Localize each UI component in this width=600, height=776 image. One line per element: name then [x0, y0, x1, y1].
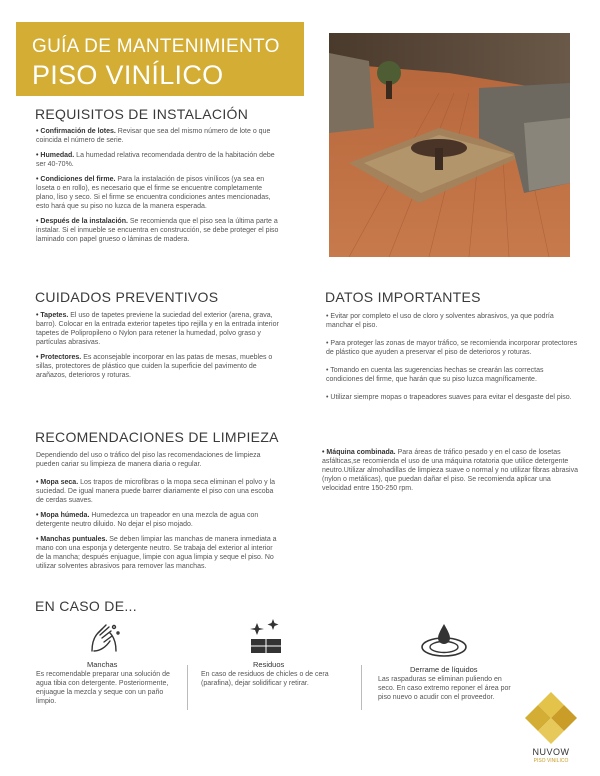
list-item	[36, 311, 280, 347]
broom-sparkle-icon	[247, 617, 285, 655]
desc-residuos: En caso de residuos de chicles o de cera (parafina), dejar solidificar y retirar.	[201, 671, 329, 687]
item-heading: • Manchas puntuales.	[36, 536, 108, 543]
label-residuos: Residuos	[253, 660, 285, 669]
list-item	[36, 535, 280, 571]
item-heading: • Confirmación de lotes.	[36, 128, 116, 135]
limpieza-list	[36, 478, 280, 577]
divider	[361, 665, 362, 710]
list-item	[36, 353, 280, 380]
list-item: • Evitar por completo el uso de cloro y solventes abrasivos, ya que podría manchar el piso.	[326, 313, 554, 329]
banner-title-line1: GUÍA DE MANTENIMIENTO	[32, 36, 280, 57]
list-item: • Para proteger las zonas de mayor tráfico, se recomienda incorporar protectores de plástico que ayuden a preservar el piso de deterioros y roturas.	[326, 340, 578, 356]
limpieza-intro: Dependiendo del uso o tráfico del piso las recomendaciones de limpieza pueden cariar su limpieza de manera diaria o regular.	[36, 452, 261, 468]
title-banner	[16, 22, 304, 96]
item-text: Humedezca un trapeador en una mezcla de agua con detergente neutro diluido. No dejar el piso mojado.	[36, 512, 259, 528]
item-heading: • Máquina combinada.	[322, 449, 396, 456]
item-heading: • Humedad.	[36, 152, 75, 159]
item-text: La humedad relativa recomendada dentro de la habitación debe ser 40-70%.	[36, 152, 275, 168]
item-text: El uso de tapetes previene la suciedad del exterior (arena, grava, barro). Colocar en la entrada exterior tapetes tipo rejilla y en la entrada interior tapetes de Polipropileno o Nylon para retener la humedad, polvo graso y partículas abrasivas.	[36, 312, 279, 346]
item-heading: • Condiciones del firme.	[36, 176, 116, 183]
item-heading: • Protectores.	[36, 354, 82, 361]
desc-derrame: Las raspaduras se eliminan puliendo en seco. En caso extremo reponer el área por piso nuevo o acudir con el proveedor.	[378, 676, 511, 701]
logo-brand: NUVOW	[532, 747, 570, 757]
label-manchas: Manchas	[87, 660, 118, 669]
label-derrame: Derrame de líquidos	[410, 665, 478, 674]
cuidados-list	[36, 311, 280, 386]
list-item	[36, 478, 280, 505]
item-text: Se recomienda que el piso sea la última parte a instalar. Si el inmueble se encuentra en construcción, se debe proteger el piso laminado con papel grueso o láminas de madera.	[36, 218, 279, 243]
datos-list	[326, 312, 578, 408]
item-text: Se deben limpiar las manchas de manera inmediata a mano con una esponja y detergente neutro. Se trabaja del exterior al interior de la mancha; después enjuague, limpie con agua limpia y seque el piso. No utilizar solventes abrasivos para remover las manchas.	[36, 536, 277, 570]
item-text: Para áreas de tráfico pesado y en el caso de losetas asfálticas,se recomienda el uso de una máquina rotatoria que utilice detergente neutro.Utilizar almohadillas de limpieza suave o normal y no utilizar fibras abrasiva (nylon o metálicas), que puedan dañar el piso. Se recomienda aplicar una velocidad entre 150-250 rpm.	[322, 449, 579, 492]
requisitos-list	[36, 127, 280, 250]
water-drop-icon	[420, 622, 468, 658]
item-heading: • Mopa seca.	[36, 479, 79, 486]
item-heading: • Después de la instalación.	[36, 218, 128, 225]
item-text: Los trapos de microfibras o la mopa seca eliminan el polvo y la suciedad. De igual manera puede barrer diariamente el piso con una escoba de cerdas suaves.	[36, 479, 276, 504]
logo-subtitle: PISO VINILICO	[533, 758, 569, 764]
section-title-encaso: EN CASO DE...	[35, 598, 137, 614]
item-text: Revisar que sea del mismo número de lote o que coincida el número de serie.	[36, 128, 271, 144]
item-text: Es aconsejable incorporar en las patas de mesas, muebles o sillas, protectores de plástico que cuiden la superficie del pavimento de arañazos, deterioros y roturas.	[36, 354, 273, 379]
section-title-limpieza: RECOMENDACIONES DE LIMPIEZA	[35, 429, 279, 445]
list-item	[36, 511, 280, 529]
list-item	[36, 217, 280, 244]
item-heading: • Tapetes.	[36, 312, 69, 319]
desc-manchas: Es recomendable preparar una solución de agua tibia con detergente. Posteriormente, enjuague la mezcla y seque con un paño limpio.	[36, 671, 170, 705]
maquina-combinada	[322, 448, 578, 493]
list-item: • Tomando en cuenta las sugerencias hechas se crearán las correctas condiciones del firme, que harán que su piso luzca magníficamente.	[326, 367, 544, 383]
list-item	[36, 127, 280, 145]
item-heading: • Mopa húmeda.	[36, 512, 90, 519]
section-title-cuidados: CUIDADOS PREVENTIVOS	[35, 289, 219, 305]
list-item: • Utilizar siempre mopas o trapeadores suaves para evitar el desgaste del piso.	[326, 394, 572, 401]
room-floor-photo	[329, 33, 570, 257]
nuvow-logo	[518, 690, 584, 770]
item-text: Para la instalación de pisos vinílicos (ya sea en loseta o en rollo), es necesario que el firme se encuentre completamente plano, liso y seco. Si el firme se encuentra condiciones antes mencionadas, esto hará que su piso no luzca de la manera esperada.	[36, 176, 271, 210]
list-item	[36, 151, 280, 169]
section-title-datos: DATOS IMPORTANTES	[325, 289, 481, 305]
hands-wash-icon	[86, 621, 122, 655]
divider	[187, 665, 188, 710]
list-item	[36, 175, 280, 211]
banner-title-line2: PISO VINÍLICO	[32, 60, 224, 90]
section-title-requisitos: REQUISITOS DE INSTALACIÓN	[35, 106, 249, 122]
